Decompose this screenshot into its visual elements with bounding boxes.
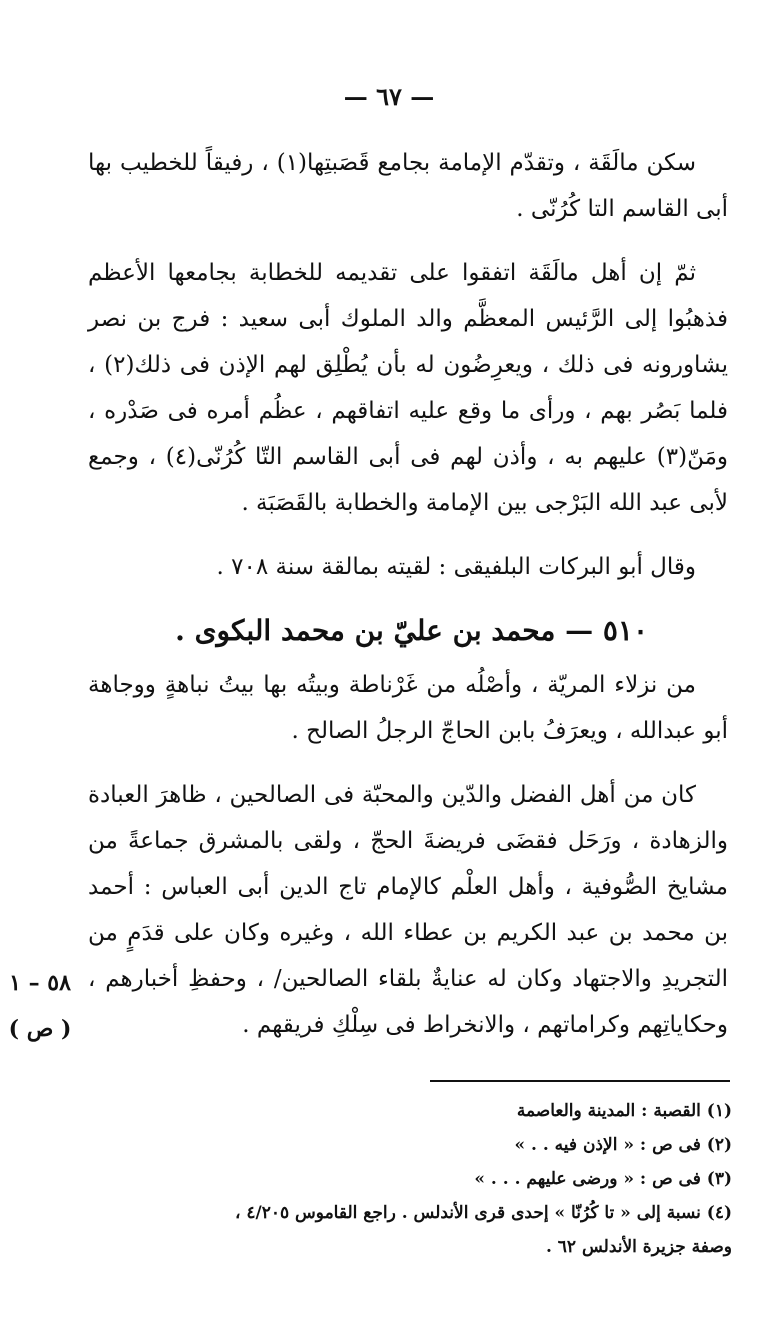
- paragraph: من نزلاء المريّة ، وأصْلُه من غَرْناطة وبيتُه بها بيتُ نباهةٍ ووجاهة أبو عبدالله ، ويعرَفُ بابن الحاجّ الرجلُ الصالح .: [88, 672, 728, 744]
- footnote: (١) القصبة : المدينة والعاصمة: [516, 1101, 732, 1121]
- paragraph: ثمّ إن أهل مالَقَة اتفقوا على تقديمه للخطابة بجامعها الأعظم فذهبُوا إلى الرَّئيس المعظَّم والد الملوك أبى سعيد : فرج بن نصر يشاورونه فى ذلك ، ويعرِضُون له بأن يُطْلِق لهم الإذن فى ذلك(٢) ، فلما بَصُر بهم ، ورأى ما وقع عليه اتفاقهم ، عظُم أمره فى صَدْره ، ومَنّ(٣) عليهم به ، وأذن لهم فى أبى القاسم التّا كُرُنّى(٤) ، وجمع لأبى عبد الله البَرْجى بين الإمامة والخطابة بالقَصَبَة .: [88, 260, 729, 516]
- margin-note-source: ( ص ): [8, 1016, 72, 1042]
- main-text: [88, 140, 728, 1066]
- margin-note-folio: ٥٨ – ١: [9, 970, 71, 996]
- margin-manuscript-note: [4, 960, 76, 1052]
- footnotes: [92, 1094, 732, 1264]
- paragraph: وقال أبو البركات البلفيقى : لقيته بمالقة سنة ٧٠٨ .: [216, 554, 696, 580]
- page-number: — ٦٧ —: [343, 82, 435, 111]
- paragraph: كان من أهل الفضل والدّين والمحبّة فى الصالحين ، ظاهرَ العبادة والزهادة ، ورَحَل فقضَى فريضةَ الحجّ ، ولقى بالمشرق جماعةً من مشايخ الصُّوفية ، وأهل العلْم كالإمام تاج الدين أبى العباس : أحمد بن محمد بن عبد الكريم بن عطاء الله ، وغيره وكان على قدَمٍ من التجريدِ والاجتهاد وكان له عنايةٌ بلقاء الصالحين/ ، وحفظِ أخبارهم ، وحكاياتِهم وكراماتهم ، والانخراط فى سِلْكِ فريقهم .: [88, 782, 728, 1038]
- entry-heading: ٥١٠ — محمد بن عليّ بن محمد البكوى .: [175, 614, 648, 647]
- footnote-divider: [430, 1080, 730, 1082]
- footnote: (٢) فى ص : « الإذن فيه . . »: [514, 1135, 732, 1155]
- footnote: (٤) نسبة إلى « تا كُرُنّا » إحدى قرى الأندلس . راجع القاموس ٤/٢٠٥ ،: [234, 1203, 732, 1223]
- footnote-continuation: وصفة جزيرة الأندلس ٦٢ .: [545, 1237, 732, 1257]
- footnote: (٣) فى ص : « ورضى عليهم . . . »: [474, 1169, 732, 1189]
- paragraph: سكن مالَقَة ، وتقدّم الإمامة بجامع قَصَبتِها(١) ، رفيقاً للخطيب بها أبى القاسم التا كُرُنّى .: [88, 150, 728, 222]
